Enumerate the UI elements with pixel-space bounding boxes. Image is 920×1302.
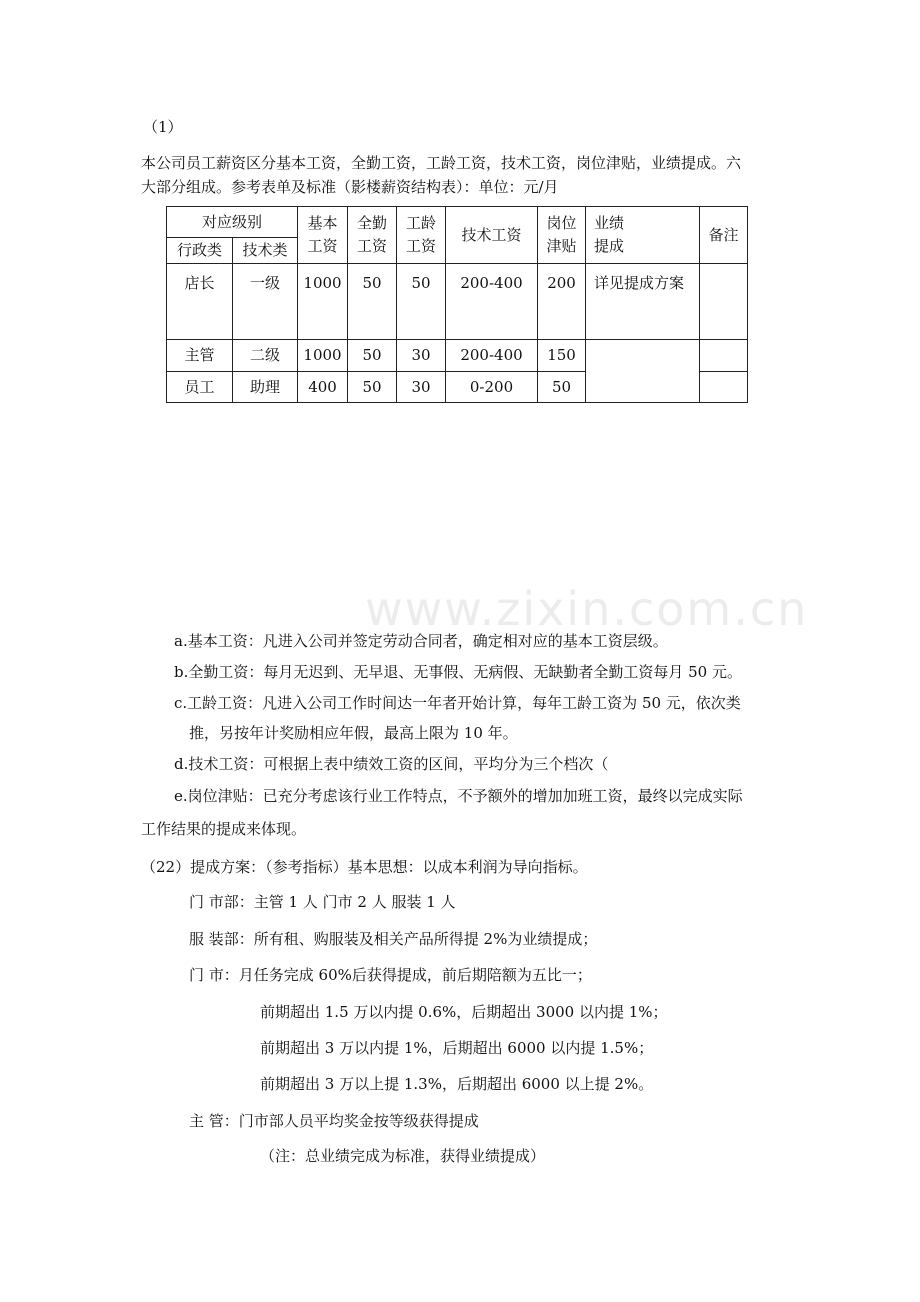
cell-performance: 详见提成方案	[586, 264, 700, 340]
item-b: b.全勤工资：每月无迟到、无早退、无事假、无病假、无缺勤者全勤工资每月 50 元。	[174, 663, 742, 681]
intro-line-2: 大部分组成。参考表单及标准（影楼薪资结构表）：单位：元/月	[141, 178, 559, 196]
table-row	[167, 264, 748, 340]
cell-basic: 400	[298, 372, 348, 403]
header-post-allowance: 岗位 津贴	[538, 207, 586, 264]
table-row	[167, 340, 748, 372]
plan-store-rule-2: 前期超出 3 万以内提 1%，后期超出 6000 以内提 1.5%；	[260, 1039, 654, 1057]
watermark: www.zixin.com.cn	[365, 582, 809, 636]
cell-post: 150	[538, 340, 586, 372]
item-e-line-2: 工作结果的提成来体现。	[141, 820, 307, 838]
item-c-line-2: 推，另按年计奖励相应年假，最高上限为 10 年。	[189, 724, 518, 742]
plan-clothing-dept: 服 装部：所有租、购服装及相关产品所得提 2%为业绩提成；	[189, 930, 598, 948]
cell-tech: 二级	[233, 340, 298, 372]
cell-admin: 店长	[167, 264, 233, 340]
plan-store-rule-1: 前期超出 1.5 万以内提 0.6%，后期超出 3000 以内提 1%；	[260, 1003, 668, 1021]
cell-tech: 一级	[233, 264, 298, 340]
cell-post: 50	[538, 372, 586, 403]
intro-line-1: 本公司员工薪资区分基本工资，全勤工资，工龄工资，技术工资，岗位津贴，业绩提成。六	[141, 154, 742, 172]
cell-performance-merged	[586, 340, 700, 403]
plan-store-rule-3: 前期超出 3 万以上提 1.3%，后期超出 6000 以上提 2%。	[260, 1075, 654, 1093]
cell-attendance: 50	[348, 340, 397, 372]
header-attendance-salary: 全勤 工资	[348, 207, 397, 264]
cell-technical: 200-400	[446, 340, 538, 372]
plan-store-rule: 门 市：月任务完成 60%后获得提成，前后期陪额为五比一；	[189, 966, 592, 984]
cell-remark	[700, 340, 748, 372]
header-seniority-salary: 工龄 工资	[397, 207, 446, 264]
cell-remark	[700, 372, 748, 403]
cell-admin: 主管	[167, 340, 233, 372]
cell-admin: 员工	[167, 372, 233, 403]
cell-basic: 1000	[298, 264, 348, 340]
header-performance-commission: 业绩 提成	[586, 207, 700, 264]
header-basic-salary: 基本 工资	[298, 207, 348, 264]
item-e-line-1: e.岗位津贴：已充分考虑该行业工作特点，不予额外的增加加班工资，最终以完成实际	[174, 787, 743, 805]
salary-structure-table	[166, 206, 748, 403]
plan-store-dept: 门 市部：主管 1 人 门市 2 人 服装 1 人	[189, 893, 456, 911]
cell-seniority: 50	[397, 264, 446, 340]
cell-basic: 1000	[298, 340, 348, 372]
plan-title: （22）提成方案：（参考指标）基本思想：以成本利润为导向指标。	[141, 858, 588, 876]
plan-note: （注：总业绩完成为标准，获得业绩提成）	[260, 1147, 546, 1165]
cell-technical: 200-400	[446, 264, 538, 340]
item-c-line-1: c.工龄工资：凡进入公司工作时间达一年者开始计算，每年工龄工资为 50 元，依次类	[174, 694, 741, 712]
cell-post: 200	[538, 264, 586, 340]
header-level: 对应级别	[167, 207, 298, 238]
header-technical-salary: 技术工资	[446, 207, 538, 264]
plan-supervisor: 主 管：门市部人员平均奖金按等级获得提成	[189, 1112, 479, 1130]
header-remark: 备注	[700, 207, 748, 264]
cell-technical: 0-200	[446, 372, 538, 403]
header-admin-category: 行政类	[167, 238, 233, 264]
header-tech-category: 技术类	[233, 238, 298, 264]
cell-seniority: 30	[397, 340, 446, 372]
cell-tech: 助理	[233, 372, 298, 403]
cell-seniority: 30	[397, 372, 446, 403]
cell-attendance: 50	[348, 264, 397, 340]
section-heading-1: （1）	[143, 118, 183, 136]
cell-remark	[700, 264, 748, 340]
item-a: a.基本工资：凡进入公司并签定劳动合同者，确定相对应的基本工资层级。	[174, 632, 668, 650]
item-d: d.技术工资：可根据上表中绩效工资的区间，平均分为三个档次（	[174, 755, 609, 773]
cell-attendance: 50	[348, 372, 397, 403]
